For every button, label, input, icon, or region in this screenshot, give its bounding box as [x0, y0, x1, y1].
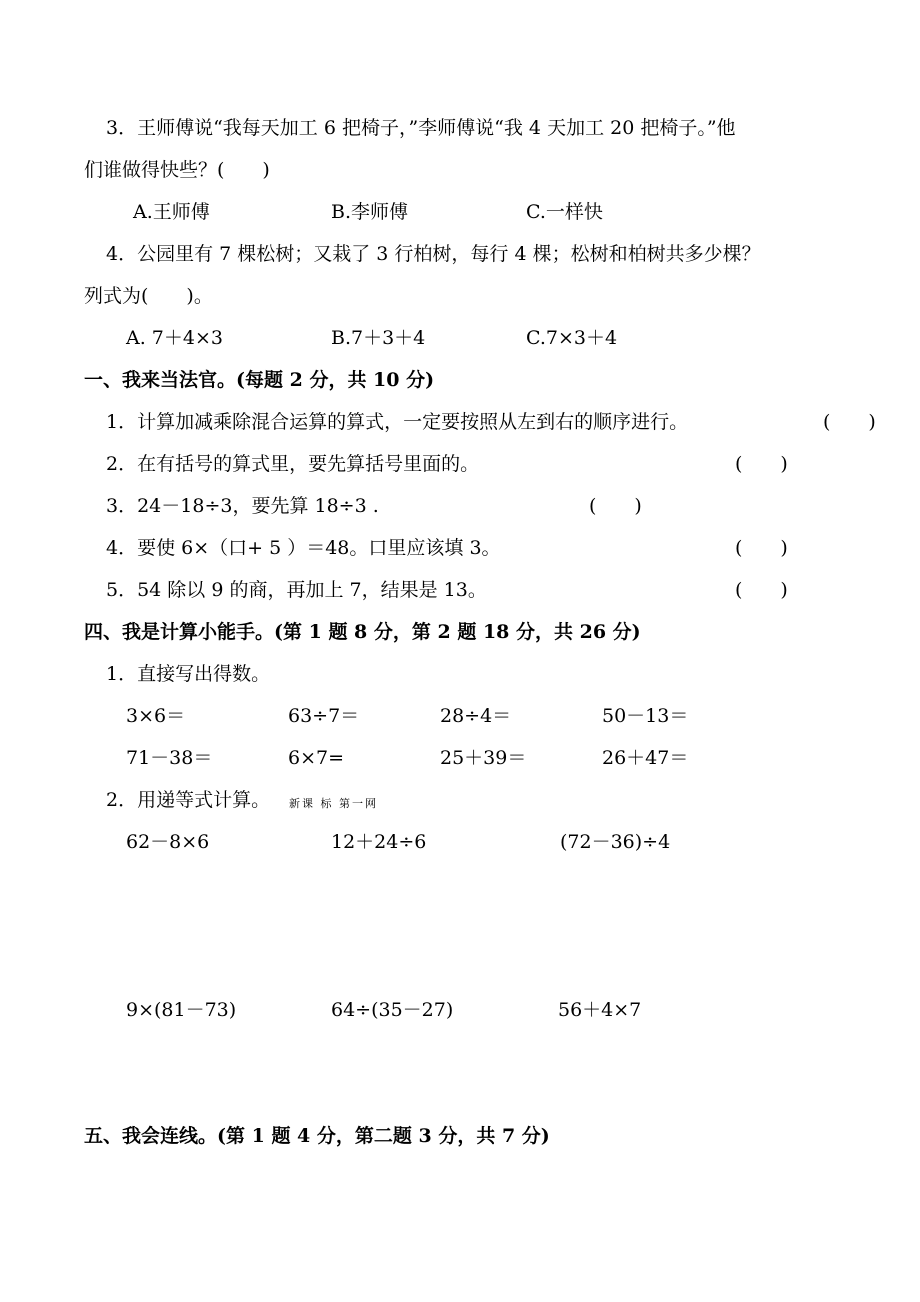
- q3-option-c: C.一样快: [526, 201, 603, 223]
- judge-item-3-paren[interactable]: ( ): [589, 495, 642, 517]
- judge-item-2-paren[interactable]: ( ): [735, 453, 788, 475]
- judge-item-5: 5．54 除以 9 的商，再加上 7，结果是 13。: [106, 579, 487, 601]
- q4-option-b: B.7＋3＋4: [331, 327, 426, 349]
- q4-option-c: C.7×3＋4: [526, 327, 618, 349]
- q3-option-a: A.王师傅: [133, 201, 210, 223]
- q3-line1: 3．王师傅说“我每天加工 6 把椅子，”李师傅说“我 4 天加工 20 把椅子。”他: [106, 117, 736, 139]
- judge-item-5-paren[interactable]: ( ): [735, 579, 788, 601]
- stepwise-expr-6: 56＋4×7: [558, 999, 642, 1021]
- stepwise-expr-3: (72－36)÷4: [560, 831, 671, 853]
- stepwise-expr-2: 12＋24÷6: [331, 831, 427, 853]
- stepwise-expr-4: 9×(81－73): [126, 999, 237, 1021]
- section-match-title: 五、我会连线。(第 1 题 4 分，第二题 3 分，共 7 分): [84, 1125, 550, 1147]
- mental-calc-5: 71－38＝: [126, 747, 213, 769]
- stepwise-expr-5: 64÷(35－27): [331, 999, 454, 1021]
- mental-calc-4: 50－13＝: [602, 705, 689, 727]
- judge-item-3: 3．24－18÷3，要先算 18÷3 .: [106, 495, 379, 517]
- calc-sub2: 2．用递等式计算。: [106, 789, 271, 811]
- mental-calc-6: 6×7=: [288, 747, 345, 769]
- q3-option-b: B.李师傅: [331, 201, 409, 223]
- watermark-text: 新课 标 第一网: [289, 797, 378, 810]
- q3-line2: 们谁做得快些？( ): [84, 159, 270, 181]
- q4-option-a: A. 7＋4×3: [126, 327, 223, 349]
- mental-calc-3: 28÷4＝: [440, 705, 512, 727]
- judge-item-4: 4．要使 6×（口+ 5 ）＝48。口里应该填 3。: [106, 537, 501, 559]
- calc-sub1: 1．直接写出得数。: [106, 663, 271, 685]
- section-judge-title: 一、我来当法官。(每题 2 分，共 10 分): [84, 369, 435, 391]
- mental-calc-7: 25＋39＝: [440, 747, 527, 769]
- mental-calc-8: 26＋47＝: [602, 747, 689, 769]
- mental-calc-2: 63÷7＝: [288, 705, 360, 727]
- section-calc-title: 四、我是计算小能手。(第 1 题 8 分，第 2 题 18 分，共 26 分): [84, 621, 641, 643]
- judge-item-1: 1．计算加减乘除混合运算的算式，一定要按照从左到右的顺序进行。: [106, 411, 689, 433]
- q4-line2: 列式为( )。: [84, 285, 213, 307]
- judge-item-1-paren[interactable]: ( ): [823, 411, 876, 433]
- stepwise-expr-1: 62－8×6: [126, 831, 210, 853]
- judge-item-4-paren[interactable]: ( ): [735, 537, 788, 559]
- mental-calc-1: 3×6＝: [126, 705, 186, 727]
- judge-item-2: 2．在有括号的算式里，要先算括号里面的。: [106, 453, 480, 475]
- q4-line1: 4．公园里有 7 棵松树；又栽了 3 行柏树，每行 4 棵；松树和柏树共多少棵？: [106, 243, 761, 265]
